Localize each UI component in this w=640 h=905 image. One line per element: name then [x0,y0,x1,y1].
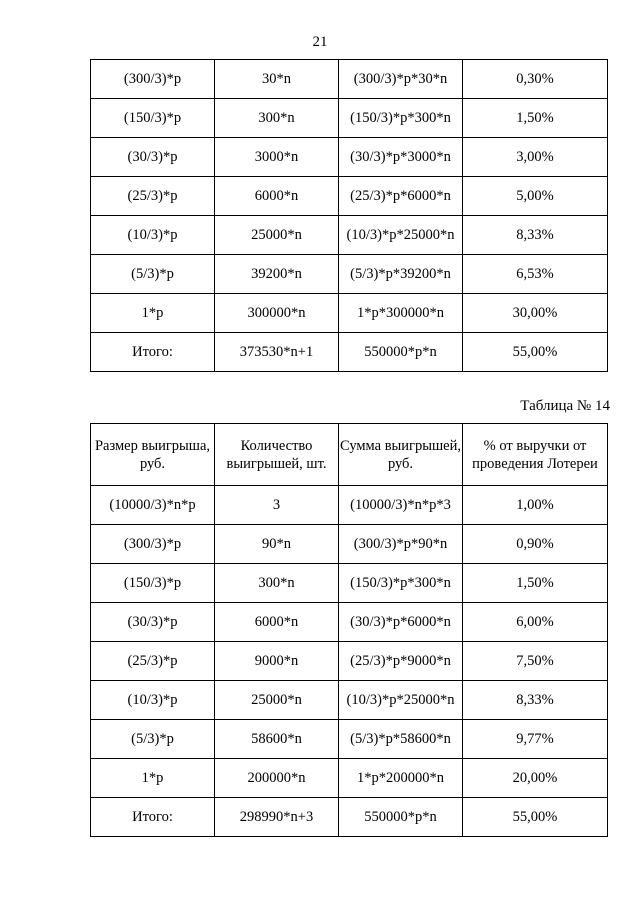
table-cell: 550000*p*n [339,333,463,372]
table-cell: (150/3)*p*300*n [339,564,463,603]
page-number: 21 [312,34,328,50]
table-cell: 1*p*200000*n [339,759,463,798]
table-row [91,177,608,216]
table-total-row [91,798,608,837]
table-cell: (150/3)*p [91,564,215,603]
table-cell: Итого: [91,333,215,372]
table-cell: (30/3)*p*6000*n [339,603,463,642]
prize-table-continued-body [91,60,608,372]
table-cell: (30/3)*p [91,138,215,177]
table-cell: 7,50% [463,642,608,681]
table-cell: (5/3)*p*58600*n [339,720,463,759]
table-row [91,603,608,642]
table-cell: 298990*n+3 [215,798,339,837]
table-cell: 6,00% [463,603,608,642]
table-cell: 6000*n [215,603,339,642]
table-cell: 90*n [215,525,339,564]
table-cell: (5/3)*p [91,720,215,759]
table-row [91,486,608,525]
table-row [91,681,608,720]
table-cell: 8,33% [463,681,608,720]
table-header-row [91,424,608,486]
table-cell: (300/3)*p*90*n [339,525,463,564]
table-row [91,60,608,99]
table-cell: 39200*n [215,255,339,294]
table-cell: (300/3)*p [91,60,215,99]
prize-table-14-body [91,424,608,837]
column-header: Размер выигрыша, руб. [91,424,215,486]
table-cell: 9,77% [463,720,608,759]
table-cell: 300*n [215,99,339,138]
table-cell: 9000*n [215,642,339,681]
table-cell: (30/3)*p [91,603,215,642]
table-cell: 1*p [91,759,215,798]
table-cell: 300000*n [215,294,339,333]
table-cell: 5,00% [463,177,608,216]
table-cell: 1,50% [463,564,608,603]
table-cell: 25000*n [215,216,339,255]
table-cell: (10/3)*p [91,681,215,720]
prize-table-continued [90,59,608,372]
table-cell: 58600*n [215,720,339,759]
table-row [91,564,608,603]
table-total-row [91,333,608,372]
column-header: Сумма выигрышей, руб. [339,424,463,486]
table-cell: (5/3)*p [91,255,215,294]
table-cell: (25/3)*p*6000*n [339,177,463,216]
table-cell: 8,33% [463,216,608,255]
table-cell: 6000*n [215,177,339,216]
table-row [91,720,608,759]
table-cell: 1,50% [463,99,608,138]
table-cell: (25/3)*p [91,642,215,681]
table-cell: 1*p [91,294,215,333]
table-cell: 20,00% [463,759,608,798]
table-cell: (300/3)*p*30*n [339,60,463,99]
table-cell: 0,90% [463,525,608,564]
table-cell: (150/3)*p [91,99,215,138]
prize-table-14 [90,423,608,837]
table-cell: (300/3)*p [91,525,215,564]
table-cell: 0,30% [463,60,608,99]
table-cell: 6,53% [463,255,608,294]
table-row [91,216,608,255]
table-cell: 373530*n+1 [215,333,339,372]
table-row [91,642,608,681]
table-cell: (10000/3)*n*p [91,486,215,525]
table-cell: 25000*n [215,681,339,720]
table-row [91,99,608,138]
table-cell: 3 [215,486,339,525]
table-cell: (10/3)*p [91,216,215,255]
table-cell: 550000*p*n [339,798,463,837]
table-cell: 1*p*300000*n [339,294,463,333]
table-cell: (25/3)*p*9000*n [339,642,463,681]
table-cell: (5/3)*p*39200*n [339,255,463,294]
table-cell: (10/3)*p*25000*n [339,681,463,720]
table-cell: 200000*n [215,759,339,798]
table-cell: 30*n [215,60,339,99]
table-cell: 55,00% [463,798,608,837]
table-cell: (10/3)*p*25000*n [339,216,463,255]
table-row [91,759,608,798]
table-cell: 1,00% [463,486,608,525]
table-cell: 30,00% [463,294,608,333]
table-cell: (30/3)*p*3000*n [339,138,463,177]
table-cell: 300*n [215,564,339,603]
table-row [91,294,608,333]
table-cell: Итого: [91,798,215,837]
table-cell: 3000*n [215,138,339,177]
column-header: % от выручки от проведения Лотереи [463,424,608,486]
table-cell: (10000/3)*n*p*3 [339,486,463,525]
table-row [91,255,608,294]
table-cell: (150/3)*p*300*n [339,99,463,138]
table-cell: 55,00% [463,333,608,372]
table-caption: Таблица № 14 [520,398,610,414]
table-row [91,138,608,177]
column-header: Количество выигрышей, шт. [215,424,339,486]
table-row [91,525,608,564]
table-cell: 3,00% [463,138,608,177]
table-cell: (25/3)*p [91,177,215,216]
